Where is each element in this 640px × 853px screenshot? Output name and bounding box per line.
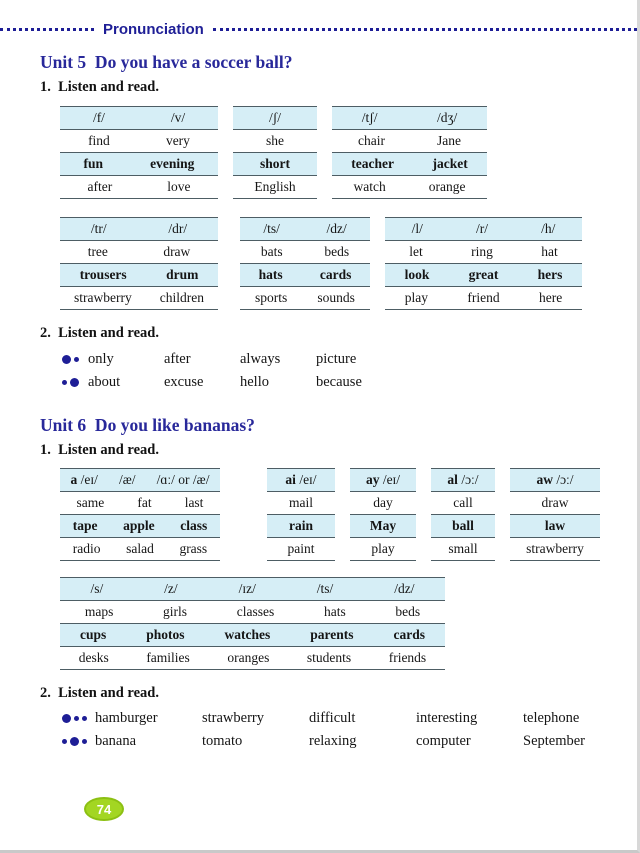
word-row [431,515,495,538]
word-cell: oranges [227,650,270,665]
phoneme-header-row [385,218,582,241]
word-cell: hers [537,267,563,282]
phoneme-cell: /dʒ/ [437,110,458,125]
word-cell: photos [146,627,185,642]
word-cell: play [404,290,428,305]
word-cell: sounds [317,290,355,305]
stress-pattern-row [62,371,637,394]
unit6-heading: Unit 6 Do you like bananas? [40,415,255,435]
unit6-tables-row-1 [60,468,637,561]
word-cell: she [266,133,284,148]
stress-dots [62,355,88,364]
word-cell: grass [179,541,208,556]
word-cell: desks [78,650,109,665]
word-row [60,538,220,561]
word-cell: jacket [432,156,468,171]
word-cell: chair [358,133,385,148]
word-cell: hats [258,267,283,282]
word-row [60,647,445,670]
stress-pattern-row [62,730,637,753]
phonics-table-sh [233,106,317,199]
phonics-table-l-r-h [385,217,582,310]
stress-word: hello [240,374,269,390]
word-row [332,153,487,176]
word-cell: watch [353,179,386,194]
word-cell: drum [166,267,199,282]
stress-dots [62,714,95,723]
word-cell: mail [289,495,313,510]
word-cell: May [369,518,397,533]
phoneme-cell: /ɪz/ [238,581,256,596]
phoneme-header-row [510,469,600,492]
phoneme-cell: /tʃ/ [361,110,378,125]
word-cell: strawberry [74,290,132,305]
stress-dot-small [62,380,67,385]
stress-word: difficult [309,710,356,726]
unit5-task2-label: 2. Listen and read. [40,325,159,341]
word-cell: girls [163,604,188,619]
word-row [60,601,445,624]
stress-word: relaxing [309,733,357,749]
phoneme-cell: al /ɔː/ [447,472,479,487]
phoneme-header-row [431,469,495,492]
phoneme-cell: /ɑː/ or /æ/ [156,472,210,487]
stress-dot-small [82,739,87,744]
word-cell: call [453,495,473,510]
word-cell: great [468,267,499,282]
word-cell: students [306,650,352,665]
word-cell: evening [150,156,195,171]
word-row [350,492,416,515]
stress-pattern-row [62,707,637,730]
word-cell: orange [428,179,466,194]
phoneme-cell: /ts/ [263,221,280,236]
word-row [332,176,487,199]
word-cell: day [373,495,393,510]
phoneme-cell: /æ/ [119,472,136,487]
stress-dots [62,737,95,746]
stress-dot-big [70,737,79,746]
word-cell: cards [319,267,352,282]
stress-word: always [240,351,281,367]
phoneme-header-row [350,469,416,492]
stress-word: banana [95,733,137,749]
word-cell: beds [324,244,350,259]
word-row [385,264,582,287]
phonics-table-tr-dr [60,217,218,310]
word-row [60,515,220,538]
word-cell: short [260,156,290,171]
dotted-rule-right [213,28,637,31]
phoneme-cell: /f/ [92,110,105,125]
word-cell: parents [310,627,354,642]
phoneme-cell: /z/ [164,581,178,596]
unit5-tables-row-1 [60,106,637,199]
stress-word: because [316,374,362,390]
word-cell: hats [323,604,346,619]
word-cell: English [254,179,296,194]
word-cell: ring [471,244,493,259]
word-cell: law [544,518,566,533]
word-cell: tape [72,518,98,533]
word-cell: sports [255,290,288,305]
word-row [240,264,370,287]
stress-word: hamburger [95,710,158,726]
word-cell: tree [87,244,108,259]
phoneme-cell: /dz/ [394,581,415,596]
word-row [60,287,218,310]
word-cell: cups [79,627,107,642]
page-number-badge: 74 [84,797,124,821]
word-cell: apple [123,518,155,533]
stress-dot-big [62,714,71,723]
word-cell: draw [541,495,569,510]
stress-word: picture [316,351,357,367]
unit6-section [0,414,637,753]
unit5-tables-row-2 [60,217,637,310]
stress-word: only [88,351,114,367]
phonics-table-ai [267,468,335,561]
word-cell: class [180,518,208,533]
word-row [385,287,582,310]
stress-word: after [164,351,191,367]
word-cell: Jane [437,133,461,148]
stress-dot-small [82,716,87,721]
phoneme-header-row [240,218,370,241]
word-row [267,538,335,561]
word-cell: strawberry [526,541,584,556]
word-row [510,492,600,515]
word-cell: children [159,290,204,305]
word-cell: look [404,267,430,282]
phoneme-header-row [60,578,445,601]
word-row [350,538,416,561]
word-cell: fun [83,156,104,171]
word-row [60,153,218,176]
word-row [510,538,600,561]
phoneme-cell: /h/ [541,221,556,236]
word-cell: teacher [351,156,394,171]
dotted-rule-left [0,28,94,31]
word-row [332,130,487,153]
phonics-table-al [431,468,495,561]
word-cell: trousers [79,267,127,282]
phoneme-cell: /ts/ [316,581,334,596]
stress-word: strawberry [202,710,265,726]
stress-dot-small [74,716,79,721]
stress-pattern-row [62,348,637,371]
phoneme-cell: /l/ [411,221,423,236]
phoneme-cell: ay /eɪ/ [365,472,401,487]
word-cell: very [165,133,190,148]
unit5-task1-label: 1. Listen and read. [40,79,159,95]
phoneme-cell: /ʃ/ [269,110,281,125]
word-cell: draw [163,244,191,259]
word-cell: classes [236,604,275,619]
stress-word: September [523,733,586,749]
word-cell: radio [72,541,101,556]
unit6-tables-row-2 [60,577,637,670]
phonics-table-ch-j [332,106,487,199]
phoneme-header-row [332,107,487,130]
word-cell: fat [137,495,152,510]
word-cell: families [146,650,190,665]
phonics-table-ts-dz [240,217,370,310]
stress-dot-big [62,355,71,364]
word-cell: let [409,244,423,259]
stress-word: computer [416,733,471,749]
phoneme-header-row [233,107,317,130]
word-cell: here [539,290,563,305]
word-cell: bats [260,244,283,259]
word-row [60,492,220,515]
word-row [510,515,600,538]
word-row [267,492,335,515]
word-cell: rain [288,518,313,533]
phoneme-cell: /s/ [90,581,104,596]
word-row [60,130,218,153]
word-row [240,287,370,310]
phonics-table-plural-endings [60,577,445,670]
unit6-task2-label: 2. Listen and read. [40,685,159,701]
phoneme-cell: /dr/ [168,221,188,236]
phoneme-cell: /dz/ [326,221,347,236]
unit5-stress-list [62,348,637,394]
phonics-table-ay [350,468,416,561]
word-row [431,538,495,561]
word-row [431,492,495,515]
stress-word: about [88,374,121,390]
phoneme-header-row [60,218,218,241]
page-header [0,0,637,38]
word-row [60,624,445,647]
phoneme-cell: /v/ [170,110,186,125]
unit6-stress-list [62,707,637,753]
phoneme-cell: ai /eɪ/ [285,472,317,487]
phonics-table-a [60,468,220,561]
word-cell: ball [452,518,474,533]
word-cell: watches [224,627,271,642]
unit6-task1-label: 1. Listen and read. [40,442,159,458]
word-cell: small [448,541,478,556]
word-cell: friend [467,290,500,305]
section-title: Pronunciation [103,21,204,38]
word-row [60,176,218,199]
word-cell: cards [393,627,425,642]
word-row [267,515,335,538]
word-cell: last [184,495,204,510]
word-cell: salad [126,541,154,556]
word-cell: find [88,133,110,148]
phonics-table-f-v [60,106,218,199]
word-cell: love [167,179,191,194]
stress-word: excuse [164,374,204,390]
phoneme-cell: /tr/ [90,221,107,236]
word-row [233,176,317,199]
word-row [233,153,317,176]
stress-dot-big [70,378,79,387]
phoneme-cell: /r/ [476,221,488,236]
stress-dots [62,378,88,387]
stress-word: interesting [416,710,478,726]
phoneme-cell: a /eɪ/ [70,472,98,487]
stress-dot-small [74,357,79,362]
word-row [385,241,582,264]
phoneme-header-row [60,107,218,130]
word-row [240,241,370,264]
phonics-table-aw [510,468,600,561]
phoneme-cell: aw /ɔː/ [536,472,574,487]
word-row [60,264,218,287]
word-cell: after [87,179,113,194]
unit5-heading: Unit 5 Do you have a soccer ball? [40,52,293,72]
stress-dot-small [62,739,67,744]
word-cell: same [76,495,105,510]
phoneme-header-row [60,469,220,492]
word-cell: play [371,541,395,556]
word-cell: beds [395,604,421,619]
word-row [350,515,416,538]
stress-word: tomato [202,733,243,749]
word-cell: friends [388,650,427,665]
phoneme-header-row [267,469,335,492]
word-cell: maps [84,604,114,619]
word-cell: hat [541,244,558,259]
word-cell: paint [287,541,315,556]
stress-word: telephone [523,710,580,726]
unit5-section [0,51,637,394]
word-row [60,241,218,264]
word-row [233,130,317,153]
